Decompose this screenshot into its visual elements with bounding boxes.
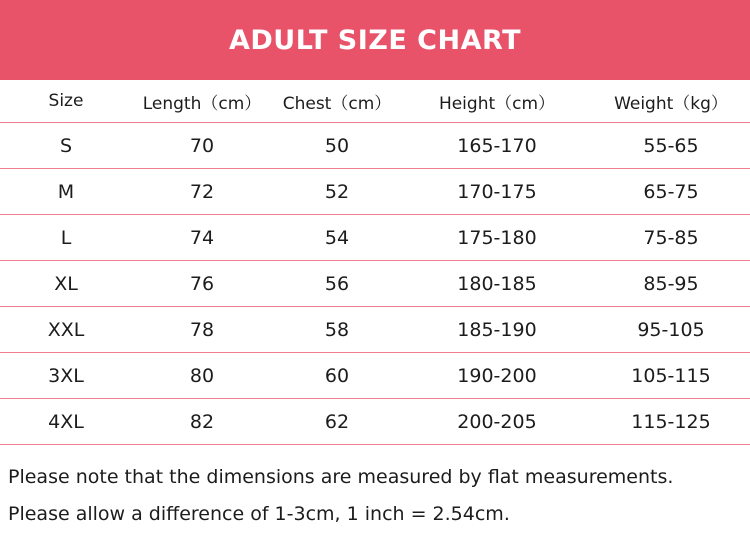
size-chart-table (0, 80, 750, 445)
cell-weight: 75-85 (592, 215, 750, 261)
cell-height: 190-200 (402, 353, 592, 399)
notes-section (0, 445, 750, 528)
cell-height: 200-205 (402, 399, 592, 445)
table-row (0, 353, 750, 399)
column-header-height: Height（cm） (402, 80, 592, 123)
cell-length: 80 (132, 353, 272, 399)
cell-chest: 50 (272, 123, 402, 169)
cell-chest: 54 (272, 215, 402, 261)
cell-length: 78 (132, 307, 272, 353)
table-body (0, 123, 750, 445)
cell-weight: 105-115 (592, 353, 750, 399)
cell-length: 74 (132, 215, 272, 261)
table-row (0, 399, 750, 445)
cell-weight: 95-105 (592, 307, 750, 353)
cell-weight: 115-125 (592, 399, 750, 445)
page-title: ADULT SIZE CHART (228, 24, 521, 56)
column-header-chest: Chest（cm） (272, 80, 402, 123)
cell-size: M (0, 169, 132, 215)
cell-length: 76 (132, 261, 272, 307)
cell-size: 3XL (0, 353, 132, 399)
cell-weight: 65-75 (592, 169, 750, 215)
cell-height: 165-170 (402, 123, 592, 169)
cell-chest: 52 (272, 169, 402, 215)
table-row (0, 307, 750, 353)
cell-height: 170-175 (402, 169, 592, 215)
cell-height: 180-185 (402, 261, 592, 307)
table-row (0, 169, 750, 215)
table-row (0, 123, 750, 169)
table-row (0, 261, 750, 307)
table-row (0, 215, 750, 261)
cell-chest: 60 (272, 353, 402, 399)
chart-title-bar (0, 0, 750, 80)
cell-chest: 62 (272, 399, 402, 445)
table-header-row (0, 80, 750, 123)
cell-height: 185-190 (402, 307, 592, 353)
cell-length: 70 (132, 123, 272, 169)
cell-size: S (0, 123, 132, 169)
note-line-2: Please allow a difference of 1-3cm, 1 inch = 2.54cm. (8, 502, 510, 525)
column-header-length: Length（cm） (132, 80, 272, 123)
cell-size: 4XL (0, 399, 132, 445)
cell-chest: 56 (272, 261, 402, 307)
cell-length: 82 (132, 399, 272, 445)
cell-weight: 85-95 (592, 261, 750, 307)
column-header-weight: Weight（kg） (592, 80, 750, 123)
cell-size: XL (0, 261, 132, 307)
table-header (0, 80, 750, 123)
cell-length: 72 (132, 169, 272, 215)
cell-weight: 55-65 (592, 123, 750, 169)
note-line-1: Please note that the dimensions are measured by flat measurements. (8, 466, 674, 488)
cell-height: 175-180 (402, 215, 592, 261)
cell-chest: 58 (272, 307, 402, 353)
cell-size: L (0, 215, 132, 261)
cell-size: XXL (0, 307, 132, 353)
column-header-size: Size (0, 80, 132, 123)
